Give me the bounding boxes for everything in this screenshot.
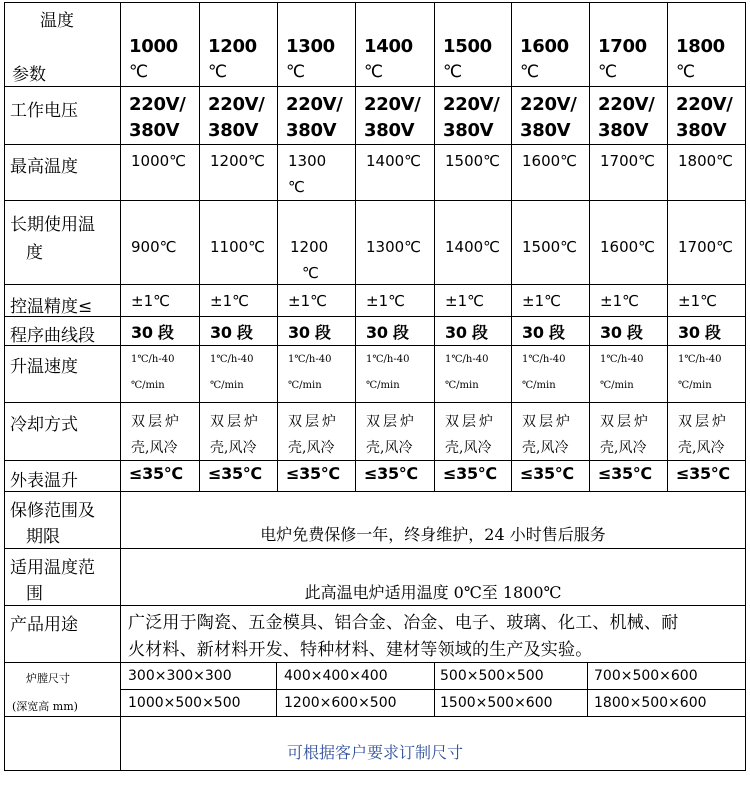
- voltage-line2: 380V: [208, 120, 259, 141]
- row-line: [4, 316, 746, 317]
- temp-unit: ℃: [676, 62, 696, 82]
- cooling-line1: 双层炉: [131, 414, 182, 430]
- row-line: [4, 548, 746, 549]
- long-temp-value: 1500℃: [522, 238, 578, 256]
- chamber-size: 1000×500×500: [128, 695, 241, 711]
- temp-value: 1500: [443, 36, 492, 57]
- usage-label: 产品用途: [10, 615, 78, 635]
- range-label-l2: 围: [26, 584, 43, 604]
- heating-line2: ℃/min: [131, 380, 165, 391]
- max-temp-value: 1700℃: [600, 152, 656, 170]
- heating-line2: ℃/min: [445, 380, 479, 391]
- temp-unit: ℃: [129, 62, 149, 82]
- col-line: [587, 662, 588, 716]
- cooling-line1: 双层炉: [366, 414, 417, 430]
- col-line: [589, 2, 590, 491]
- voltage-line1: 220V/: [598, 94, 655, 115]
- cooling-line1: 双层炉: [678, 414, 729, 430]
- program-value: 30 段: [131, 323, 174, 342]
- range-text: 此高温电炉适用温度 0℃至 1800℃: [304, 583, 562, 602]
- cooling-line1: 双层炉: [210, 414, 261, 430]
- voltage-line1: 220V/: [443, 94, 500, 115]
- precision-label: 控温精度≤: [10, 297, 93, 317]
- max-temp-label: 最高温度: [10, 157, 78, 177]
- program-value: 30 段: [210, 323, 253, 342]
- program-label: 程序曲线段: [10, 326, 95, 346]
- long-temp-label-l1: 长期使用温: [10, 215, 95, 235]
- long-temp-value: 1200: [290, 238, 329, 256]
- precision-value: ±1℃: [522, 292, 561, 310]
- cooling-line1: 双层炉: [445, 414, 496, 430]
- max-temp-value: 1500℃: [445, 152, 501, 170]
- max-temp-wrap: ℃: [288, 178, 305, 196]
- voltage-line2: 380V: [520, 120, 571, 141]
- surface-value: ≤35℃: [598, 464, 652, 483]
- max-temp-value: 1600℃: [522, 152, 578, 170]
- heating-line1: 1℃/h-40: [210, 354, 254, 365]
- cooling-line2: 壳,风冷: [445, 440, 492, 456]
- heating-line1: 1℃/h-40: [445, 354, 489, 365]
- surface-value: ≤35℃: [520, 464, 574, 483]
- col-line: [434, 662, 435, 716]
- col-line: [667, 2, 668, 491]
- cooling-line2: 壳,风冷: [288, 440, 335, 456]
- surface-value: ≤35℃: [286, 464, 340, 483]
- program-value: 30 段: [522, 323, 565, 342]
- temp-value: 1200: [208, 36, 257, 57]
- row-line: [4, 662, 746, 663]
- long-temp-value: 1700℃: [678, 238, 734, 256]
- usage-text-l1: 广泛用于陶瓷、五金模具、铝合金、冶金、电子、玻璃、化工、机械、耐: [128, 613, 679, 633]
- col-line: [355, 2, 356, 491]
- row-line: [4, 402, 746, 403]
- cooling-line1: 双层炉: [288, 414, 339, 430]
- range-label-l1: 适用温度范: [10, 558, 95, 578]
- heating-line1: 1℃/h-40: [600, 354, 644, 365]
- temp-value: 1300: [286, 36, 335, 57]
- voltage-line2: 380V: [286, 120, 337, 141]
- temp-value: 1000: [129, 36, 178, 57]
- max-temp-value: 1000℃: [131, 152, 187, 170]
- row-line: [4, 491, 746, 492]
- precision-value: ±1℃: [131, 292, 170, 310]
- row-line: [120, 689, 746, 690]
- temp-value: 1700: [598, 36, 647, 57]
- chamber-size: 500×500×500: [440, 668, 544, 684]
- row-line: [4, 86, 746, 87]
- usage-text-l2: 火材料、新材料开发、特种材料、建材等领域的生产及实验。: [128, 640, 593, 660]
- warranty-label-l1: 保修范围及: [10, 501, 95, 521]
- program-value: 30 段: [678, 323, 721, 342]
- temp-value: 1800: [676, 36, 725, 57]
- cooling-line2: 壳,风冷: [366, 440, 413, 456]
- temp-unit: ℃: [520, 62, 540, 82]
- col-line: [745, 2, 746, 770]
- heating-line1: 1℃/h-40: [131, 354, 175, 365]
- custom-size-note: 可根据客户要求订制尺寸: [286, 743, 463, 762]
- heating-line1: 1℃/h-40: [288, 354, 332, 365]
- precision-value: ±1℃: [445, 292, 484, 310]
- row-line: [4, 605, 746, 606]
- long-temp-value: 900℃: [131, 238, 177, 256]
- long-temp-value: 1600℃: [600, 238, 656, 256]
- col-line: [276, 662, 277, 716]
- temp-unit: ℃: [598, 62, 618, 82]
- program-value: 30 段: [445, 323, 488, 342]
- program-value: 30 段: [366, 323, 409, 342]
- voltage-line1: 220V/: [129, 94, 186, 115]
- cooling-label: 冷却方式: [10, 415, 78, 435]
- chamber-size: 300×300×300: [128, 668, 232, 684]
- voltage-line1: 220V/: [286, 94, 343, 115]
- heating-line2: ℃/min: [210, 380, 244, 391]
- voltage-line2: 380V: [129, 120, 180, 141]
- surface-value: ≤35℃: [364, 464, 418, 483]
- temp-unit: ℃: [286, 62, 306, 82]
- chamber-size: 1500×500×600: [440, 695, 553, 711]
- warranty-label-l2: 期限: [26, 527, 60, 547]
- spec-table: [4, 2, 746, 770]
- voltage-line1: 220V/: [520, 94, 577, 115]
- chamber-label-l2: (深宽高 mm): [12, 700, 78, 713]
- row-line: [4, 770, 746, 771]
- precision-value: ±1℃: [600, 292, 639, 310]
- max-temp-value: 1400℃: [366, 152, 422, 170]
- voltage-label: 工作电压: [10, 101, 78, 121]
- warranty-text: 电炉免费保修一年，终身维护，24 小时售后服务: [260, 525, 606, 544]
- precision-value: ±1℃: [288, 292, 327, 310]
- row-line: [4, 2, 746, 3]
- long-temp-label-l2: 度: [26, 243, 43, 263]
- row-line: [4, 460, 746, 461]
- heating-line2: ℃/min: [522, 380, 556, 391]
- cooling-line2: 壳,风冷: [131, 440, 178, 456]
- temp-value: 1600: [520, 36, 569, 57]
- long-temp-value: 1100℃: [210, 238, 266, 256]
- chamber-size: 1200×600×500: [284, 695, 397, 711]
- cooling-line1: 双层炉: [600, 414, 651, 430]
- heating-line1: 1℃/h-40: [522, 354, 566, 365]
- temp-value: 1400: [364, 36, 413, 57]
- chamber-size: 1800×500×600: [594, 695, 707, 711]
- col-line: [4, 2, 5, 770]
- voltage-line1: 220V/: [676, 94, 733, 115]
- row-line: [4, 200, 746, 201]
- col-line: [434, 2, 435, 491]
- program-value: 30 段: [600, 323, 643, 342]
- surface-value: ≤35℃: [208, 464, 262, 483]
- row-line: [4, 716, 746, 717]
- chamber-label-l1: 炉膛尺寸: [26, 672, 70, 685]
- row-line: [4, 284, 746, 285]
- header-temp-label: 温度: [40, 11, 74, 31]
- heating-line2: ℃/min: [678, 380, 712, 391]
- heating-line2: ℃/min: [288, 380, 322, 391]
- col-line: [120, 2, 121, 770]
- precision-value: ±1℃: [366, 292, 405, 310]
- max-temp-value: 1800℃: [678, 152, 734, 170]
- row-line: [4, 345, 746, 346]
- col-line: [199, 2, 200, 491]
- chamber-size: 400×400×400: [284, 668, 388, 684]
- temp-unit: ℃: [443, 62, 463, 82]
- program-value: 30 段: [288, 323, 331, 342]
- voltage-line2: 380V: [364, 120, 415, 141]
- chamber-size: 700×500×600: [594, 668, 698, 684]
- cooling-line1: 双层炉: [522, 414, 573, 430]
- max-temp-value: 1200℃: [210, 152, 266, 170]
- heating-line1: 1℃/h-40: [678, 354, 722, 365]
- heating-line2: ℃/min: [600, 380, 634, 391]
- voltage-line2: 380V: [598, 120, 649, 141]
- voltage-line1: 220V/: [364, 94, 421, 115]
- header-param-label: 参数: [12, 65, 46, 85]
- cooling-line2: 壳,风冷: [210, 440, 257, 456]
- surface-label: 外表温升: [10, 471, 78, 491]
- heating-label: 升温速度: [10, 357, 78, 377]
- max-temp-value: 1300: [288, 152, 327, 170]
- col-line: [511, 2, 512, 491]
- voltage-line2: 380V: [443, 120, 494, 141]
- cooling-line2: 壳,风冷: [600, 440, 647, 456]
- temp-unit: ℃: [208, 62, 228, 82]
- long-temp-value: 1400℃: [445, 238, 501, 256]
- voltage-line1: 220V/: [208, 94, 265, 115]
- heating-line1: 1℃/h-40: [366, 354, 410, 365]
- surface-value: ≤35℃: [676, 464, 730, 483]
- cooling-line2: 壳,风冷: [522, 440, 569, 456]
- temp-unit: ℃: [364, 62, 384, 82]
- surface-value: ≤35℃: [443, 464, 497, 483]
- row-line: [4, 144, 746, 145]
- precision-value: ±1℃: [678, 292, 717, 310]
- long-temp-wrap: ℃: [302, 264, 319, 282]
- voltage-line2: 380V: [676, 120, 727, 141]
- precision-value: ±1℃: [210, 292, 249, 310]
- long-temp-value: 1300℃: [366, 238, 422, 256]
- cooling-line2: 壳,风冷: [678, 440, 725, 456]
- surface-value: ≤35℃: [129, 464, 183, 483]
- col-line: [277, 2, 278, 491]
- heating-line2: ℃/min: [366, 380, 400, 391]
